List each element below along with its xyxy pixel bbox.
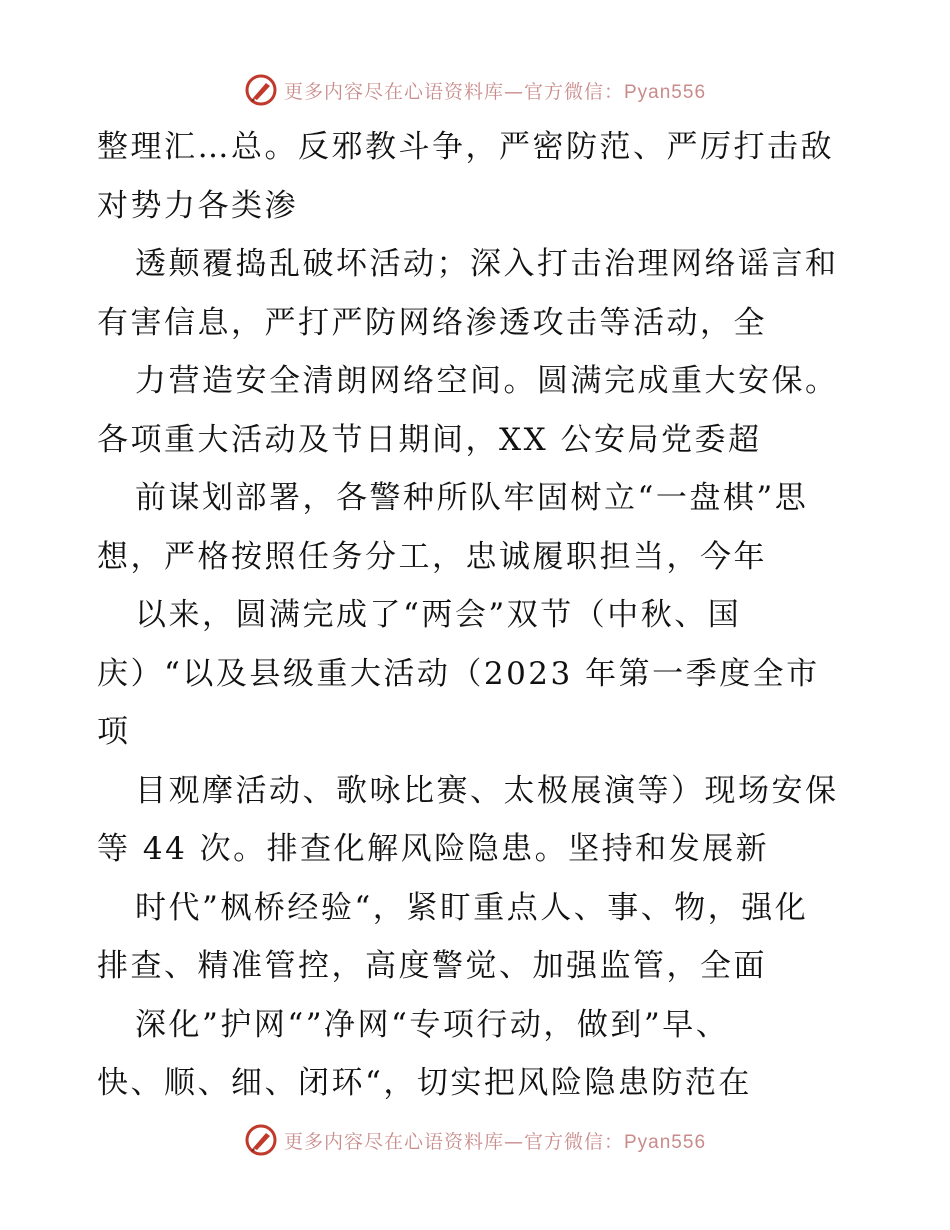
text-line: 等 44 次。排查化解风险隐患。坚持和发展新 — [97, 831, 770, 867]
pen-seal-icon — [244, 73, 278, 107]
text-line: 快、顺、细、闭环“，切实把风险隐患防范在 — [97, 1065, 752, 1101]
text-line: 排查、精准管控，高度警觉、加强监管，全面 — [97, 948, 767, 984]
text-line: 透颠覆捣乱破坏活动；深入打击治理网络谣言和 — [135, 246, 839, 282]
watermark-text: 更多内容尽在心语资料库—官方微信：Pyan556 — [283, 80, 707, 103]
footer-watermark — [0, 1120, 950, 1160]
text-line: 目观摩活动、歌咏比赛、太极展演等）现场安保 — [135, 772, 839, 809]
header-watermark — [0, 70, 950, 110]
text-line: 深化”护网“”净网“专项行动，做到”早、 — [135, 1006, 730, 1043]
text-line: 整理汇…总。反邪教斗争，严密防范、严厉打击敌 — [97, 129, 834, 165]
text-line: 想，严格按照任务分工，忠诚履职担当，今年 — [97, 538, 767, 575]
pen-seal-icon — [244, 1123, 278, 1157]
document-body — [97, 118, 857, 1113]
text-line: 时代”枫桥经验“，紧盯重点人、事、物，强化 — [135, 889, 809, 926]
text-line: 庆）“以及县级重大活动（2023 年第一季度全市 — [97, 655, 820, 692]
text-line: 对势力各类渗 — [97, 187, 298, 224]
text-line: 有害信息，严打严防网络渗透攻击等活动，全 — [97, 304, 767, 341]
text-line: 以来，圆满完成了“两会”双节（中秋、国 — [135, 597, 742, 633]
watermark-text: 更多内容尽在心语资料库—官方微信：Pyan556 — [283, 1130, 707, 1153]
text-line: 前谋划部署，各警种所队牢固树立“一盘棋”思 — [135, 480, 809, 516]
text-line: 力营造安全清朗网络空间。圆满完成重大安保。 — [135, 363, 839, 399]
text-line: 项 — [97, 714, 131, 750]
text-line: 各项重大活动及节日期间，XX 公安局党委超 — [97, 421, 762, 458]
